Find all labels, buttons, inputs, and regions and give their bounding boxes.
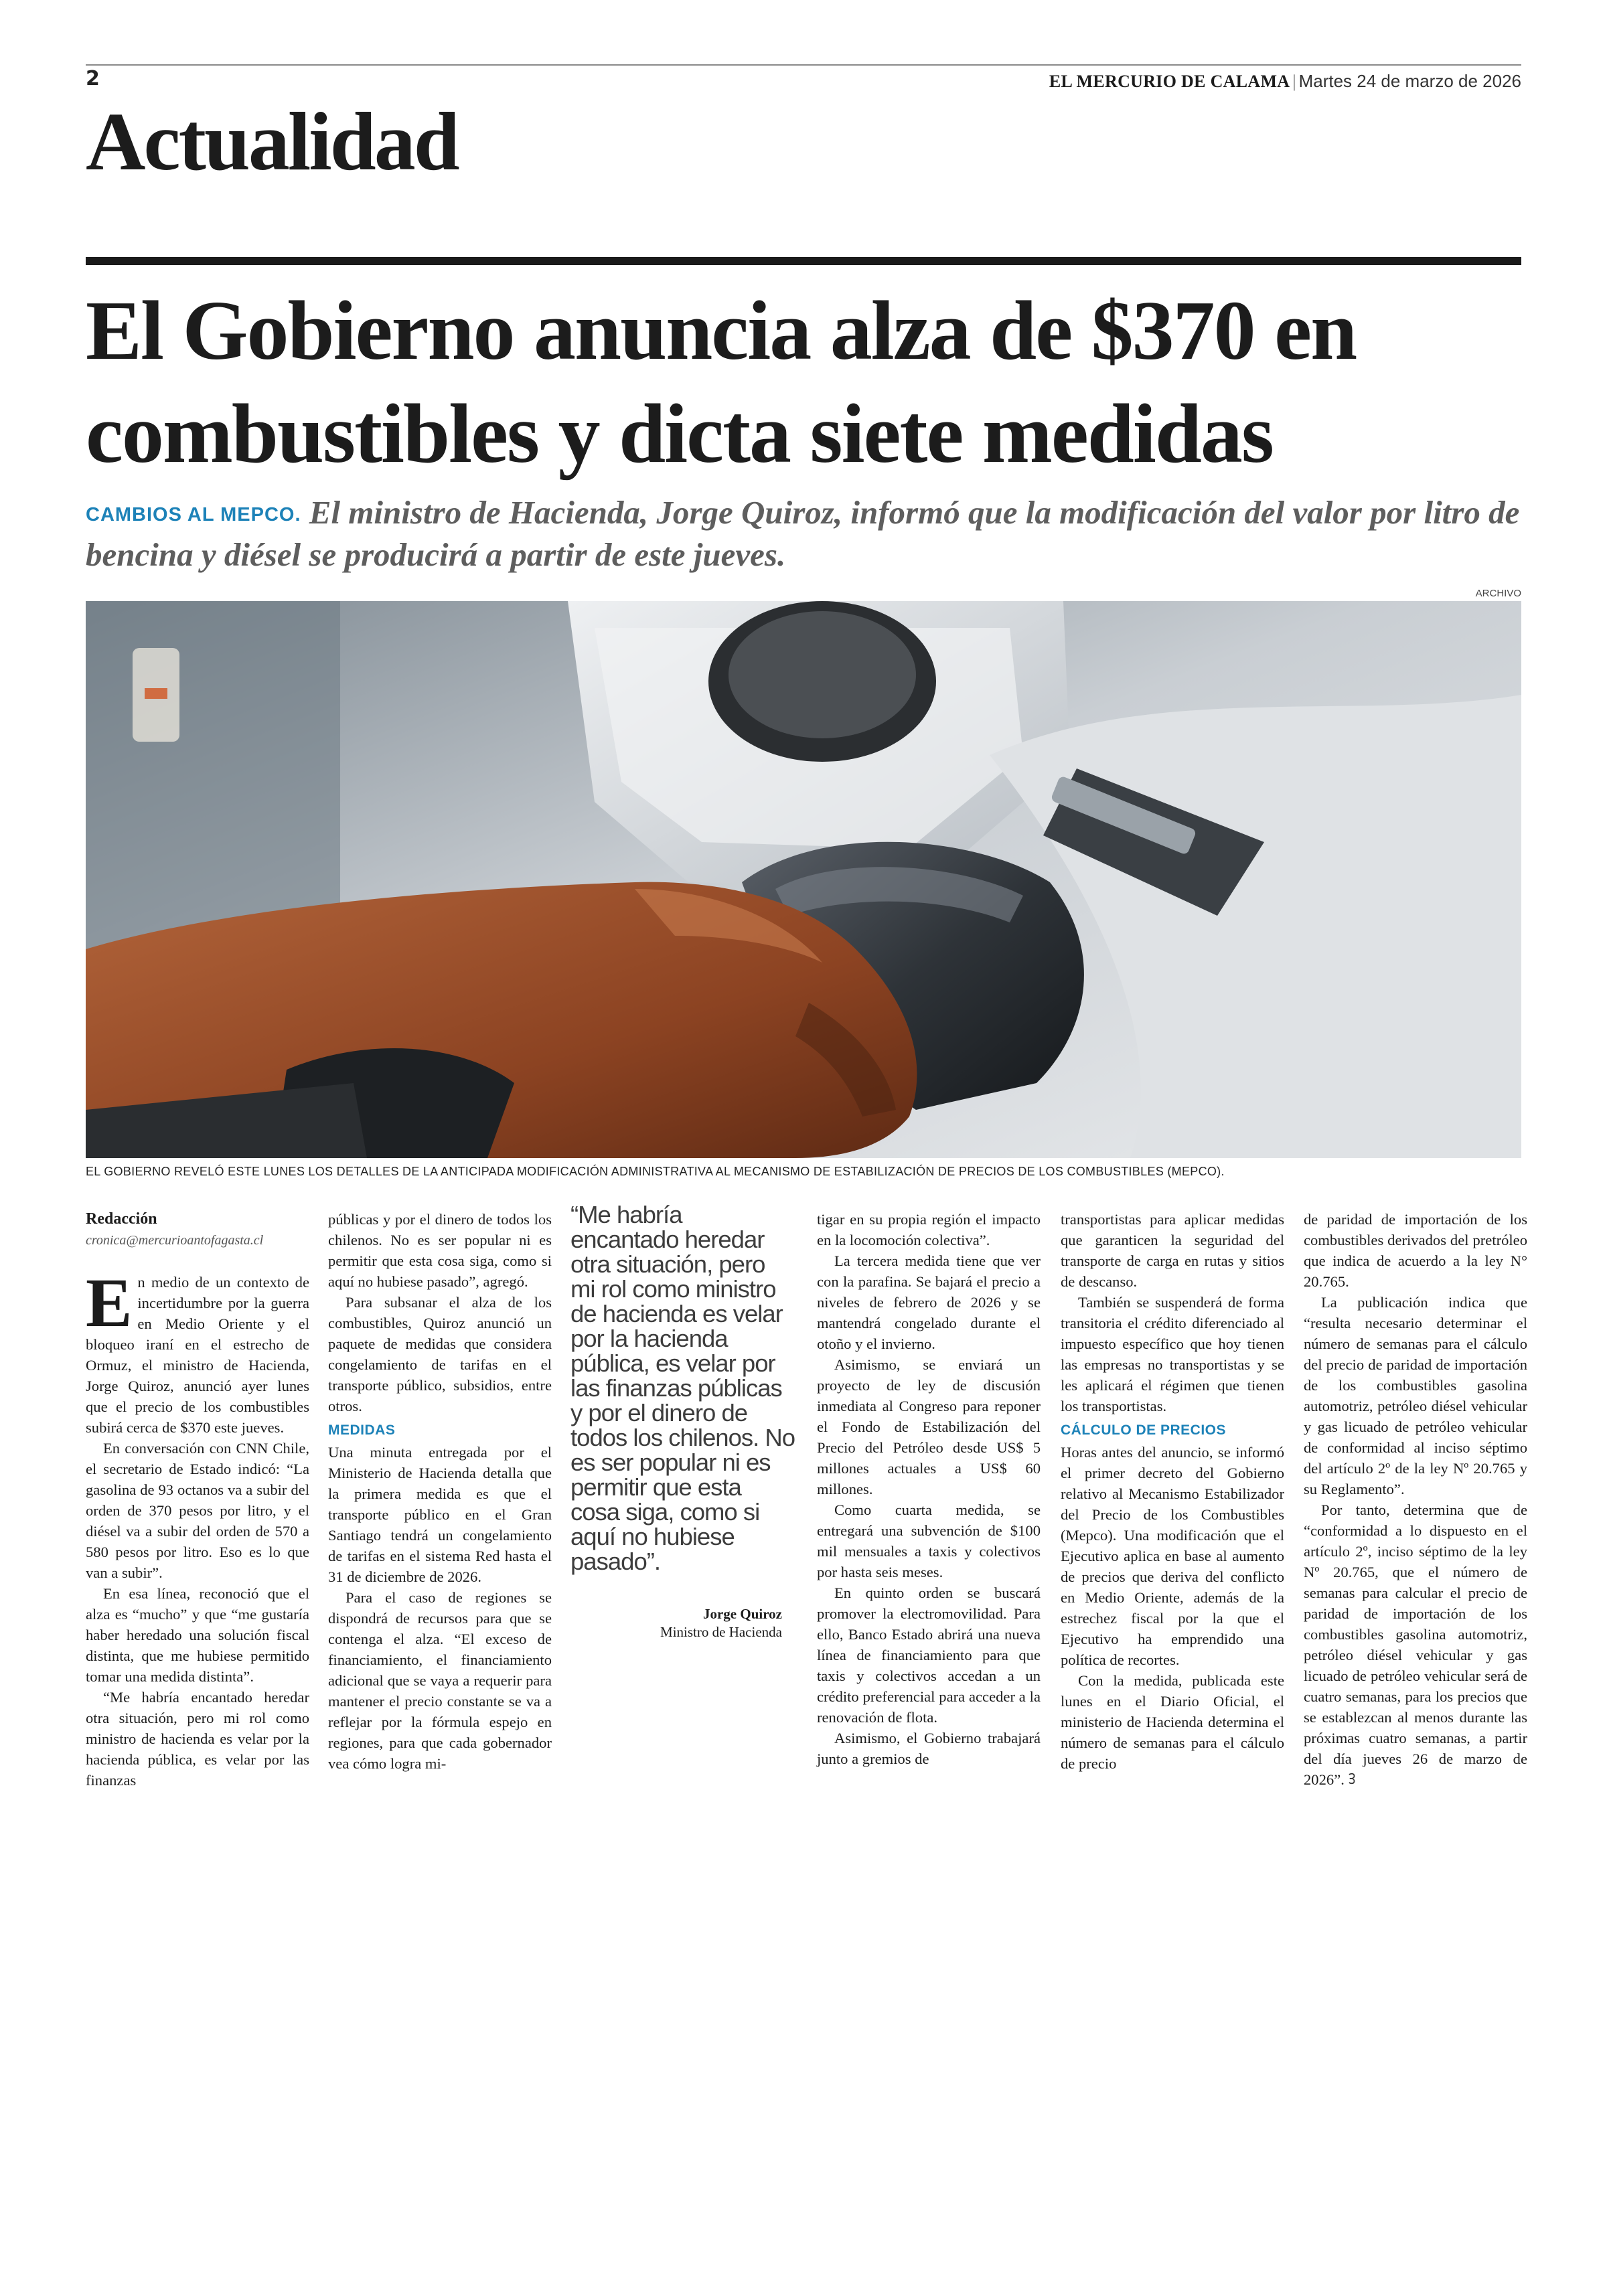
masthead-separator: |	[1292, 72, 1296, 91]
body-column-4	[817, 1209, 1041, 1769]
paragraph: En esa línea, reconoció que el alza es “mucho” y que “me gustaría haber heredado una solución fiscal distinta, que me hubiese permitido tomar una medida distinta”.	[86, 1585, 309, 1685]
end-mark-icon: ᢃ	[1348, 1771, 1356, 1788]
hand-refueling-car-illustration	[86, 601, 1521, 1158]
article-headline: El Gobierno anuncia alza de $370 en combustibles y dicta siete medidas	[86, 284, 1357, 481]
paragraph: Asimismo, se enviará un proyecto de ley de discusión inmediata al Congreso para reponer el Fondo de Estabilización del Precio del Petróleo desde US$ 5 millones actuales a US$ 60 millones.	[817, 1356, 1041, 1497]
paragraph: Horas antes del anuncio, se informó el primer decreto del Gobierno relativo al Mecanismo Estabilizador del Precio de los Combustibles (Mepco). Una modificación que el Ejecutivo aplica en base al aumento de precios que deriva del conflicto en Medio Oriente, además de la estrechez fiscal por la que el Ejecutivo ha emprendido una política de recortes.	[1061, 1444, 1284, 1668]
section-title: Actualidad	[86, 96, 458, 187]
subhead-calculo-de-precios: CÁLCULO DE PRECIOS	[1061, 1422, 1227, 1438]
pull-quote-attribution-name: Jorge Quiroz	[702, 1606, 782, 1622]
drop-cap: E	[86, 1264, 133, 1341]
last-paragraph-text: Por tanto, determina que de “conformidad a lo dispuesto en el artículo 2º, inciso séptimo de la ley Nº 20.765, que el número de semanas para calcular el precio de paridad de importación de los combustibles gasolina automotriz, petróleo diésel vehicular y gas licuado de petróleo vehicular será de cuatro semanas, para los precios que se establezcan al menos durante las próximas cuatro semanas, a partir del día jueves 26 de marzo de 2026”.	[1304, 1501, 1527, 1788]
paragraph: Una minuta entregada por el Ministerio de Hacienda detalla que la primera medida es que el transporte público en el Gran Santiago tendrá un congelamiento de tarifas en el sistema Red hasta el 31 de diciembre de 2026.	[328, 1444, 552, 1585]
issue-date: Martes 24 de marzo de 2026	[1298, 71, 1521, 91]
body-column-2	[328, 1209, 552, 1774]
pull-quote	[570, 1202, 795, 1641]
article-photo	[86, 601, 1521, 1158]
paragraph: También se suspenderá de forma transitoria el crédito diferenciado al impuesto específico que hoy tienen las empresas no transportistas y se les aplicará el régimen que tienen los transportistas.	[1061, 1294, 1284, 1414]
paragraph: tigar en su propia región el impacto en la locomoción colectiva”.	[817, 1211, 1041, 1248]
byline-email: cronica@mercurioantofagasta.cl	[86, 1233, 264, 1248]
paragraph: Para el caso de regiones se dispondrá de recursos para que se contenga el alza. “El exceso de financiamiento, el financiamiento adicional que se vaya a requerir para mantener el precio constante se va a reflejar por la fórmula espejo en regiones, para que cada gobernador vea cómo logra mi-	[328, 1589, 552, 1772]
headline-rule	[86, 257, 1521, 265]
paragraph: Como cuarta medida, se entregará una subvención de $100 mil mensuales a taxis y colectivos por hasta seis meses.	[817, 1501, 1041, 1580]
paragraph: La tercera medida tiene que ver con la parafina. Se bajará el precio a niveles de febrero de 2026 y se mantendrá congelado durante el otoño y el invierno.	[817, 1252, 1041, 1352]
masthead	[1049, 71, 1521, 92]
last-paragraph	[1304, 1499, 1527, 1790]
paragraph: Asimismo, el Gobierno trabajará junto a gremios de	[817, 1730, 1041, 1767]
paragraph: En conversación con CNN Chile, el secretario de Estado indicó: “La gasolina de 93 octanos va a subir del orden de 370 pesos por litro, y el diésel va a subir del orden de 570 a 580 pesos por litro. Eso es lo que van a subir”.	[86, 1440, 309, 1581]
lead-paragraph	[86, 1264, 309, 1438]
page-number: 2	[86, 67, 100, 90]
deck-kicker: CAMBIOS AL MEPCO.	[86, 504, 301, 525]
publication-name: EL MERCURIO DE CALAMA	[1049, 72, 1290, 91]
paragraph: “Me habría encantado heredar otra situación, pero mi rol como ministro de hacienda es velar por la hacienda pública, es velar por las finanzas	[86, 1689, 309, 1789]
body-column-5	[1061, 1209, 1284, 1774]
top-rule	[86, 64, 1521, 66]
paragraph: públicas y por el dinero de todos los chilenos. No es ser popular ni es permitir que esta cosa siga, como si aquí no hubiese pasado”, agregó.	[328, 1211, 552, 1290]
paragraph: de paridad de importación de los combustibles derivados del pretróleo que indica de acuerdo a la ley N° 20.765.	[1304, 1211, 1527, 1290]
subhead-medidas: MEDIDAS	[328, 1422, 396, 1438]
photo-caption: EL GOBIERNO REVELÓ ESTE LUNES LOS DETALLES DE LA ANTICIPADA MODIFICACIÓN ADMINISTRATIVA AL MECANISMO DE ESTABILIZACIÓN DE PRECIOS DE LOS COMBUSTIBLES (MEPCO).	[86, 1165, 1225, 1178]
paragraph: transportistas para aplicar medidas que garanticen la seguridad del transporte de carga en rutas y sitios de descanso.	[1061, 1211, 1284, 1290]
body-column-1	[86, 1209, 309, 1791]
deck-text: El ministro de Hacienda, Jorge Quiroz, informó que la modificación del valor por litro de bencina y diésel se producirá a partir de este jueves.	[86, 494, 1520, 573]
pull-quote-attribution-role: Ministro de Hacienda	[660, 1624, 782, 1640]
article-deck	[86, 493, 1525, 575]
body-column-6	[1304, 1209, 1527, 1790]
paragraph: Para subsanar el alza de los combustibles, Quiroz anunció un paquete de medidas que considera congelamiento de tarifas en el transporte público, subsidios, entre otros.	[328, 1294, 552, 1414]
paragraph: Con la medida, publicada este lunes en el Diario Oficial, el ministerio de Hacienda determina el número de semanas para el cálculo de precio	[1061, 1672, 1284, 1772]
byline: Redacción	[86, 1210, 157, 1228]
paragraph: La publicación indica que “resulta necesario determinar el número de semanas para el cálculo del precio de paridad de importación de los combustibles gasolina automotriz, petróleo diésel vehicular y gas licuado de petróleo vehicular de conformidad al inciso séptimo del artículo 2º de la ley Nº 20.765 y su Reglamento”.	[1304, 1294, 1527, 1497]
pull-quote-text: “Me habría encantado heredar otra situación, pero mi rol como ministro de hacienda es velar por la hacienda pública, es velar por las finanzas públicas y por el dinero de todos los chilenos. No es ser popular ni es permitir que esta cosa siga, como si aquí no hubiese pasado”.	[570, 1201, 795, 1575]
lead-text: n medio de un contexto de incertidumbre por la guerra en Medio Oriente y el bloqueo iraní en el estrecho de Ormuz, el ministro de Hacienda, Jorge Quiroz, anunció ayer lunes que el precio de los combustibles subirá cerca de $370 este jueves.	[86, 1274, 309, 1436]
paragraph: En quinto orden se buscará promover la electromovilidad. Para ello, Banco Estado abrirá una nueva línea de financiamiento para que taxis y colectivos accedan a un crédito preferencial para acceder a la renovación de flota.	[817, 1584, 1041, 1726]
photo-credit: ARCHIVO	[1475, 588, 1521, 599]
